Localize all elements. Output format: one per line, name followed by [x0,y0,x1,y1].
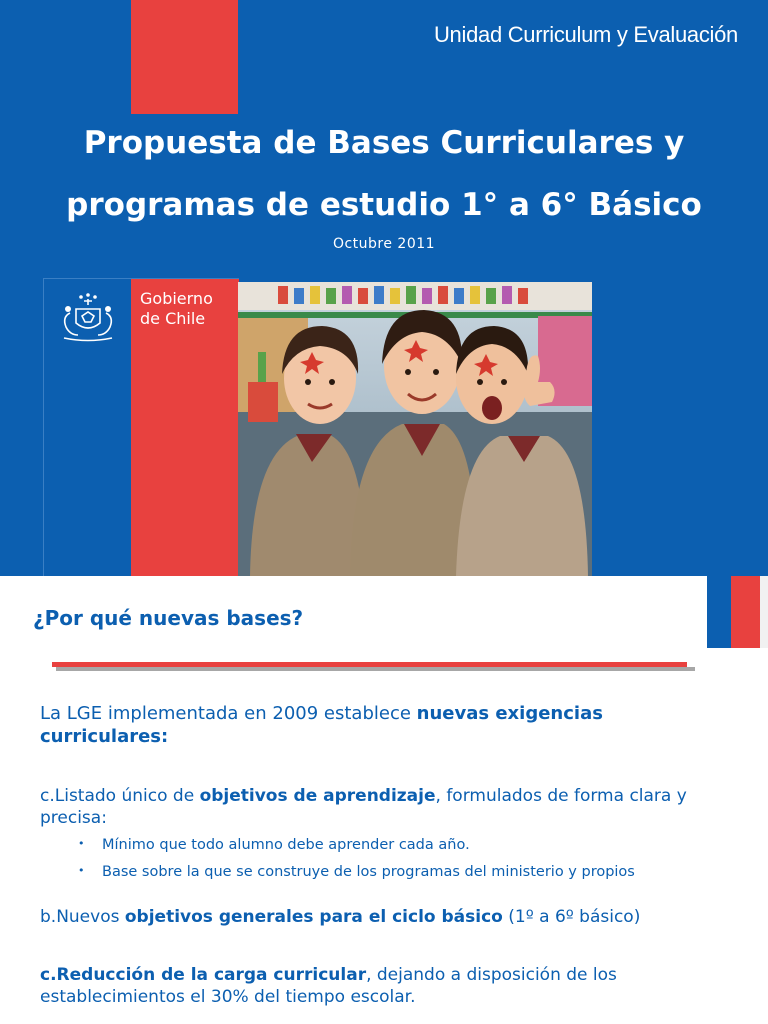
item-objetivos-aprendizaje [40,785,720,829]
slide-heading: ¿Por qué nuevas bases? [33,606,304,630]
item2-suffix: (1º a 6º básico) [502,907,641,927]
item-objetivos-generales [40,906,740,928]
corner-blue-stripe [707,576,731,648]
title-line-1: Propuesta de Bases Curriculares y [83,125,685,161]
unit-title: Unidad Curriculum y Evaluación [433,22,738,47]
sub-bullet-list [78,831,635,885]
red-tab-decoration [131,0,238,114]
logo-blue-panel [44,279,131,576]
gobierno-de-chile-logo [43,278,239,576]
sub-bullet-2: • Base sobre la que se construye de los programas del ministerio y propios [78,858,635,885]
title-line-2: programas de estudio 1° a 6° Básico [66,187,702,223]
item2-bold: objetivos generales para el ciclo básico [124,907,503,927]
slide-title [0,112,768,236]
intro-paragraph [40,702,720,748]
logo-text [140,289,213,329]
intro-bold-text: nuevas exigencias curriculares: [40,703,603,747]
item3-bold: c.Reducción de la carga curricular [40,965,367,985]
item2-prefix: b.Nuevos [40,907,125,927]
heading-rule-gray [56,667,695,671]
logo-line-1: Gobierno [140,289,213,308]
corner-red-stripe [731,576,760,648]
chile-crest-icon [54,291,122,343]
item1-prefix: c.Listado único de [40,786,200,806]
content-slide [0,576,768,1024]
item1-bold: objetivos de aprendizaje [199,786,436,806]
sub-bullet-1: • Mínimo que todo alumno debe aprender cada año. [78,831,635,858]
slide-date: Octubre 2011 [332,236,436,252]
item-reduccion-carga [40,964,720,1008]
item1-suffix: , formulados de forma clara y precisa: [40,786,687,828]
children-photo-illustration [238,282,592,576]
children-photo [238,282,592,576]
intro-text: La LGE implementada en 2009 establece [40,703,417,724]
item3-suffix: , dejando a disposición de los establecimientos el 30% del tiempo escolar. [40,965,617,1007]
logo-line-2: de Chile [140,309,206,328]
